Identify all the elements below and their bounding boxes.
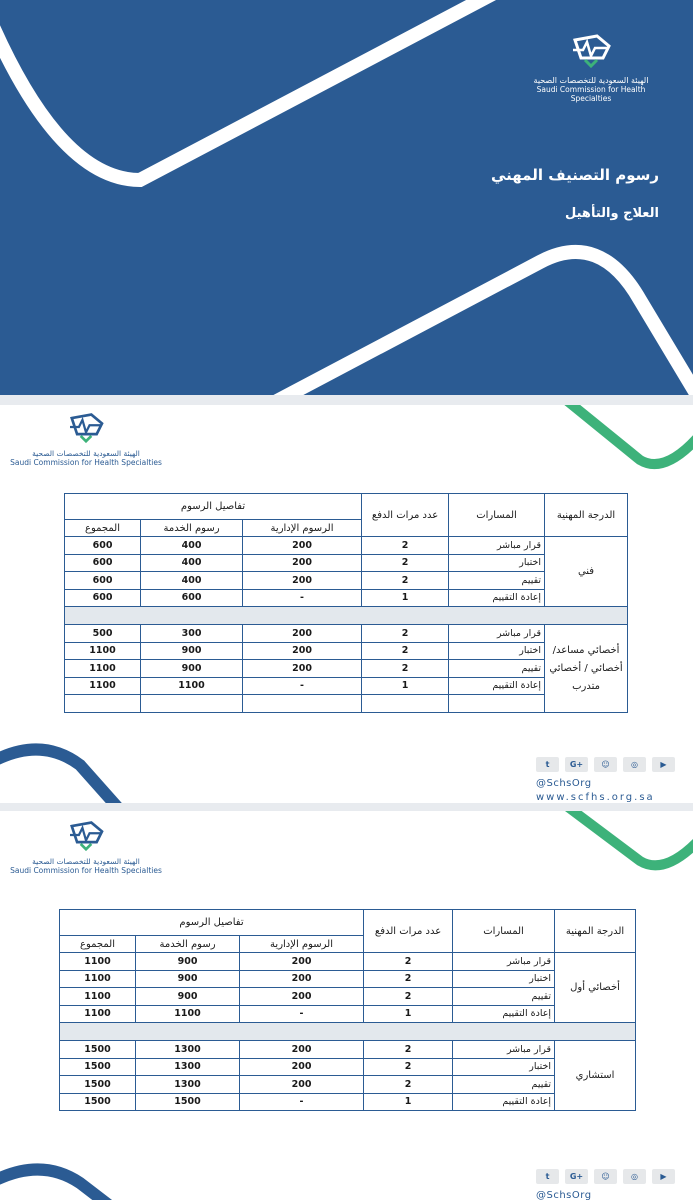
path-cell: قرار مباشر [449, 537, 545, 555]
org-name-en: Saudi Commission for Health Specialties [10, 866, 162, 875]
service-fee-cell: 1300 [136, 1076, 240, 1094]
empty-cell [243, 695, 362, 713]
table-row [65, 554, 628, 572]
total-cell: 1500 [60, 1058, 136, 1076]
header-path: المسارات [449, 494, 545, 537]
service-fee-cell: 1100 [141, 677, 243, 695]
cover-title: رسوم التصنيف المهني [490, 166, 659, 184]
header-row [65, 494, 628, 520]
payments-cell: 2 [362, 537, 449, 555]
org-name-ar: الهيئة السعودية للتخصصات الصحية [533, 76, 649, 85]
service-fee-cell: 900 [136, 988, 240, 1006]
fees-page-2 [0, 811, 693, 1200]
social-icons [536, 1169, 675, 1184]
payments-cell: 2 [362, 625, 449, 643]
header-fee-details: تفاصيل الرسوم [60, 910, 364, 936]
total-cell: 1100 [65, 660, 141, 678]
header-admin-fee: الرسوم الإدارية [243, 520, 362, 537]
grade-cell: أخصائي أول [555, 953, 636, 1023]
table-row [65, 625, 628, 643]
service-fee-cell: 400 [141, 554, 243, 572]
total-cell: 1500 [60, 1041, 136, 1059]
admin-fee-cell: 200 [240, 1058, 364, 1076]
page-1-logo [6, 411, 166, 467]
service-fee-cell: 1100 [136, 1005, 240, 1023]
table-row [60, 1041, 636, 1059]
twitter-icon[interactable]: t [536, 1169, 559, 1184]
header-payments: عدد مرات الدفع [364, 910, 453, 953]
path-cell: إعادة التقييم [453, 1093, 555, 1111]
header-admin-fee: الرسوم الإدارية [240, 936, 364, 953]
payments-cell: 1 [364, 1005, 453, 1023]
path-cell: إعادة التقييم [449, 589, 545, 607]
fees-page-1 [0, 405, 693, 803]
admin-fee-cell: 200 [243, 660, 362, 678]
path-cell: تقييم [453, 988, 555, 1006]
service-fee-cell: 600 [141, 589, 243, 607]
path-cell: تقييم [453, 1076, 555, 1094]
service-fee-cell: 900 [141, 642, 243, 660]
service-fee-cell: 1300 [136, 1058, 240, 1076]
total-cell: 1100 [60, 953, 136, 971]
header-grade: الدرجة المهنية [555, 910, 636, 953]
total-cell: 600 [65, 537, 141, 555]
header-total: المجموع [65, 520, 141, 537]
admin-fee-cell: 200 [243, 625, 362, 643]
page-separator [0, 803, 693, 811]
admin-fee-cell: 200 [240, 988, 364, 1006]
total-cell: 1100 [60, 970, 136, 988]
instagram-icon[interactable]: ◎ [623, 757, 646, 772]
header-fee-details: تفاصيل الرسوم [65, 494, 362, 520]
header-row [60, 910, 636, 936]
org-name-ar: الهيئة السعودية للتخصصات الصحية [32, 857, 140, 866]
table-row [65, 537, 628, 555]
admin-fee-cell: 200 [243, 572, 362, 590]
payments-cell: 2 [362, 554, 449, 572]
service-fee-cell: 900 [136, 953, 240, 971]
table-row [60, 1005, 636, 1023]
admin-fee-cell: 200 [243, 554, 362, 572]
header-service-fee: رسوم الخدمة [136, 936, 240, 953]
payments-cell: 2 [364, 953, 453, 971]
snapchat-icon[interactable]: ☺ [594, 1169, 617, 1184]
admin-fee-cell: 200 [240, 1041, 364, 1059]
org-name-en: Saudi Commission for Health Specialties [10, 458, 162, 467]
spacer-cell [60, 1023, 636, 1041]
snapchat-icon[interactable]: ☺ [594, 757, 617, 772]
header-total: المجموع [60, 936, 136, 953]
total-cell: 600 [65, 589, 141, 607]
table-row [65, 642, 628, 660]
admin-fee-cell: - [240, 1005, 364, 1023]
table-row [65, 589, 628, 607]
fees-table-1 [64, 493, 628, 713]
header-payments: عدد مرات الدفع [362, 494, 449, 537]
org-name-en: Saudi Commission for Health Specialties [536, 85, 646, 103]
header-path: المسارات [453, 910, 555, 953]
google-plus-icon[interactable]: G+ [565, 1169, 588, 1184]
website-link[interactable]: www.scfhs.org.sa [536, 792, 655, 803]
cover-subtitle: العلاج والتأهيل [565, 206, 659, 221]
total-cell: 600 [65, 554, 141, 572]
admin-fee-cell: 200 [240, 970, 364, 988]
spacer-row [65, 607, 628, 625]
table-row [60, 988, 636, 1006]
service-fee-cell: 300 [141, 625, 243, 643]
payments-cell: 1 [362, 589, 449, 607]
admin-fee-cell: - [240, 1093, 364, 1111]
path-cell: تقييم [449, 660, 545, 678]
admin-fee-cell: 200 [243, 642, 362, 660]
total-cell: 1100 [65, 642, 141, 660]
total-cell: 1100 [65, 677, 141, 695]
admin-fee-cell: 200 [240, 953, 364, 971]
table-row [60, 953, 636, 971]
grade-cell: فني [545, 537, 628, 607]
table-row [60, 1093, 636, 1111]
total-cell: 600 [65, 572, 141, 590]
service-fee-cell: 900 [136, 970, 240, 988]
youtube-icon[interactable]: ▶ [652, 757, 675, 772]
payments-cell: 2 [364, 1041, 453, 1059]
path-cell: تقييم [449, 572, 545, 590]
total-cell: 500 [65, 625, 141, 643]
table-row [60, 1058, 636, 1076]
path-cell: إعادة التقييم [449, 677, 545, 695]
empty-row [65, 695, 628, 713]
payments-cell: 2 [362, 572, 449, 590]
spacer-row [60, 1023, 636, 1041]
grade-cell: استشاري [555, 1041, 636, 1111]
empty-cell [141, 695, 243, 713]
admin-fee-cell: 200 [240, 1076, 364, 1094]
payments-cell: 2 [364, 970, 453, 988]
page-separator [0, 395, 693, 405]
path-cell: قرار مباشر [453, 953, 555, 971]
fees-table-2 [59, 909, 636, 1111]
org-name-ar: الهيئة السعودية للتخصصات الصحية [32, 449, 140, 458]
cover-page [0, 0, 693, 395]
social-icons [536, 757, 675, 772]
admin-fee-cell: - [243, 677, 362, 695]
empty-cell [65, 695, 141, 713]
payments-cell: 2 [364, 988, 453, 1006]
admin-fee-cell: - [243, 589, 362, 607]
youtube-icon[interactable]: ▶ [652, 1169, 675, 1184]
path-cell: إعادة التقييم [453, 1005, 555, 1023]
path-cell: اختبار [453, 970, 555, 988]
service-fee-cell: 400 [141, 572, 243, 590]
service-fee-cell: 1500 [136, 1093, 240, 1111]
spacer-cell [65, 607, 628, 625]
header-grade: الدرجة المهنية [545, 494, 628, 537]
payments-cell: 2 [364, 1076, 453, 1094]
page-2-logo [6, 819, 166, 875]
social-footer-2 [536, 1169, 675, 1200]
instagram-icon[interactable]: ◎ [623, 1169, 646, 1184]
service-fee-cell: 1300 [136, 1041, 240, 1059]
path-cell: اختبار [449, 554, 545, 572]
path-cell: قرار مباشر [449, 625, 545, 643]
social-footer-1 [536, 757, 675, 803]
payments-cell: 2 [364, 1058, 453, 1076]
cover-logo [516, 32, 666, 103]
total-cell: 1500 [60, 1076, 136, 1094]
grade-cell: أخصائي مساعد/ أخصائي / أخصائي متدرب [545, 625, 628, 713]
google-plus-icon[interactable]: G+ [565, 757, 588, 772]
header-service-fee: رسوم الخدمة [141, 520, 243, 537]
scfhs-logo-icon [567, 32, 615, 68]
service-fee-cell: 400 [141, 537, 243, 555]
total-cell: 1100 [60, 988, 136, 1006]
empty-cell [449, 695, 545, 713]
scfhs-logo-icon [64, 819, 108, 851]
total-cell: 1100 [60, 1005, 136, 1023]
payments-cell: 1 [364, 1093, 453, 1111]
admin-fee-cell: 200 [243, 537, 362, 555]
payments-cell: 1 [362, 677, 449, 695]
table-row [60, 970, 636, 988]
path-cell: قرار مباشر [453, 1041, 555, 1059]
path-cell: اختبار [449, 642, 545, 660]
table-row [60, 1076, 636, 1094]
service-fee-cell: 900 [141, 660, 243, 678]
total-cell: 1500 [60, 1093, 136, 1111]
scfhs-logo-icon [64, 411, 108, 443]
social-handle[interactable]: @SchsOrg [536, 1190, 592, 1200]
table-row [65, 572, 628, 590]
table-row [65, 677, 628, 695]
social-handle[interactable]: @SchsOrg [536, 778, 592, 789]
table-row [65, 660, 628, 678]
path-cell: اختبار [453, 1058, 555, 1076]
twitter-icon[interactable]: t [536, 757, 559, 772]
payments-cell: 2 [362, 642, 449, 660]
empty-cell [362, 695, 449, 713]
payments-cell: 2 [362, 660, 449, 678]
